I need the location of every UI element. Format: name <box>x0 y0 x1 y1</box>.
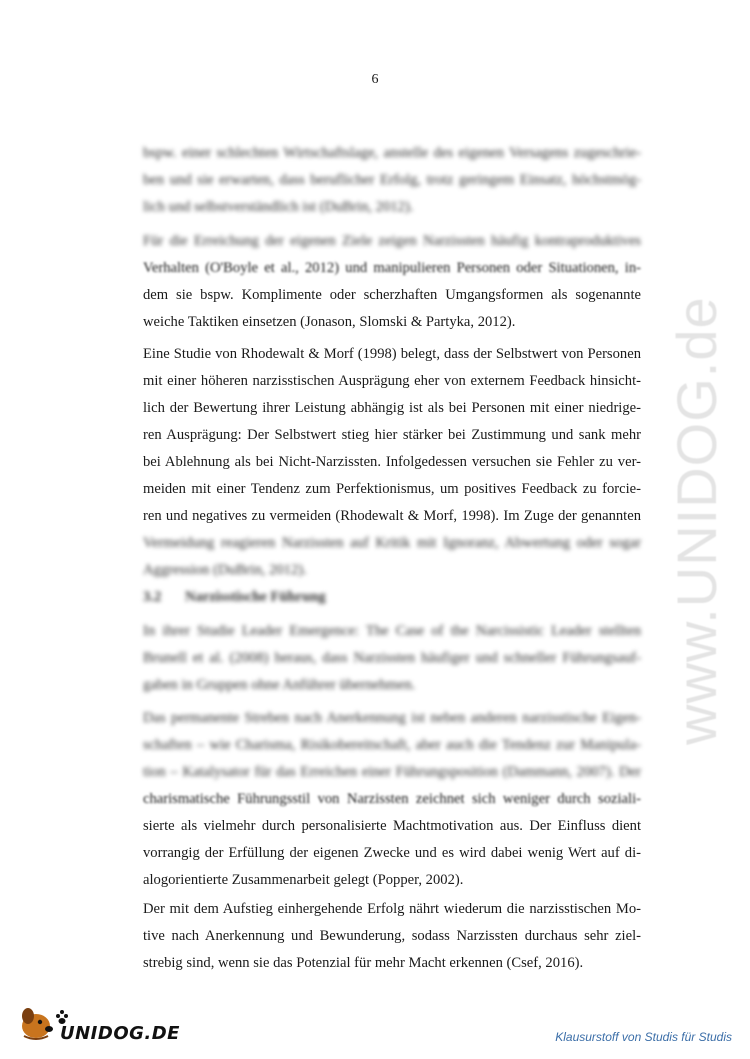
text-line: lich und selbstverständlich ist (DuBrin, 2012). <box>143 199 414 215</box>
paragraph-5 <box>143 705 641 894</box>
text-line: charismatische Führungsstil von Narzissten zeichnet sich weniger durch soziali- <box>143 791 641 807</box>
section-heading <box>143 589 326 606</box>
paragraph-4 <box>143 618 641 699</box>
text-line: Aggression (DuBrin, 2012). <box>143 562 307 578</box>
text-line: bei Ablehnung als bei Nicht-Narzissten. Infolgedessen versuchen sie Fehler zu ver- <box>143 454 641 470</box>
text-line: ben und sie erwarten, dass beruflicher Erfolg, trotz geringem Einsatz, höchstmög- <box>143 172 641 188</box>
text-line: mit einer höheren narzisstischen Ausprägung eher von externem Feedback hinsicht- <box>143 373 641 389</box>
section-title: Narzisstische Führung <box>185 589 326 605</box>
text-line: gaben in Gruppen ohne Anführer übernehmen. <box>143 677 416 693</box>
paragraph-2 <box>143 228 641 336</box>
text-line: sierte als vielmehr durch personalisierte Machtmotivation aus. Der Einfluss dient <box>143 818 641 834</box>
text-line: ren Ausprägung: Der Selbstwert stieg hier stärker bei Zustimmung und sank mehr <box>143 427 641 443</box>
logo-text: UNIDOG.DE <box>60 1023 180 1044</box>
text-line: meiden mit einer Tendenz zum Perfektionismus, um positives Feedback zu forcie- <box>143 481 641 497</box>
text-line: bspw. einer schlechten Wirtschaftslage, anstelle des eigenen Versagens zugeschrie- <box>143 145 641 161</box>
text-line: vorrangig der Erfüllung der eigenen Zwecke und es wird dabei wenig Wert auf di- <box>143 845 641 861</box>
text-line: Das permanente Streben nach Anerkennung ist neben anderen narzisstische Eigen- <box>143 710 641 726</box>
text-line: Vermeidung reagieren Narzissten auf Kritik mit Ignoranz, Abwertung oder sogar <box>143 535 641 551</box>
section-number: 3.2 <box>143 589 162 605</box>
paragraph-3 <box>143 341 641 584</box>
text-line: Der mit dem Aufstieg einhergehende Erfolg nährt wiederum die narzisstischen Mo- <box>143 901 641 917</box>
side-watermark: www.UNIDOG.de <box>665 296 728 745</box>
text-line: lich der Bewertung ihrer Leistung abhängig ist als bei Personen mit einer niedrige- <box>143 400 641 416</box>
text-line: tive nach Anerkennung und Bewunderung, sodass Narzissten durchaus sehr ziel- <box>143 928 641 944</box>
text-line: weiche Taktiken einsetzen (Jonason, Slomski & Partyka, 2012). <box>143 314 516 330</box>
paragraph-1 <box>143 140 641 221</box>
text-line: dem sie bspw. Komplimente oder scherzhaften Umgangsformen als sogenannte <box>143 287 641 303</box>
footer-tagline: Klausurstoff von Studis für Studis <box>555 1030 732 1044</box>
text-line: tion – Katalysator für das Erreichen einer Führungsposition (Dammann, 2007). Der <box>143 764 641 780</box>
text-line: schaften – wie Charisma, Risikobereitschaft, aber auch die Tendenz zur Manipula- <box>143 737 641 753</box>
paragraph-6 <box>143 896 641 977</box>
text-line: strebig sind, wenn sie das Potenzial für mehr Macht erkennen (Csef, 2016). <box>143 955 584 971</box>
text-line: Eine Studie von Rhodewalt & Morf (1998) belegt, dass der Selbstwert von Personen <box>143 346 641 362</box>
text-line: Für die Erreichung der eigenen Ziele zeigen Narzissten häufig kontraproduktives <box>143 233 641 249</box>
text-line: Brunell et al. (2008) heraus, dass Narzissten häufiger und schneller Führungsauf- <box>143 650 641 666</box>
page-number: 6 <box>371 72 379 87</box>
text-line: alogorientierte Zusammenarbeit gelegt (Popper, 2002). <box>143 872 464 888</box>
text-line: Verhalten (O'Boyle et al., 2012) und manipulieren Personen oder Situationen, in- <box>143 260 641 276</box>
text-line: ren und negatives zu vermeiden (Rhodewalt & Morf, 1998). Im Zuge der genannten <box>143 508 641 524</box>
text-line: In ihrer Studie Leader Emergence: The Case of the Narcissistic Leader stellten <box>143 623 641 639</box>
